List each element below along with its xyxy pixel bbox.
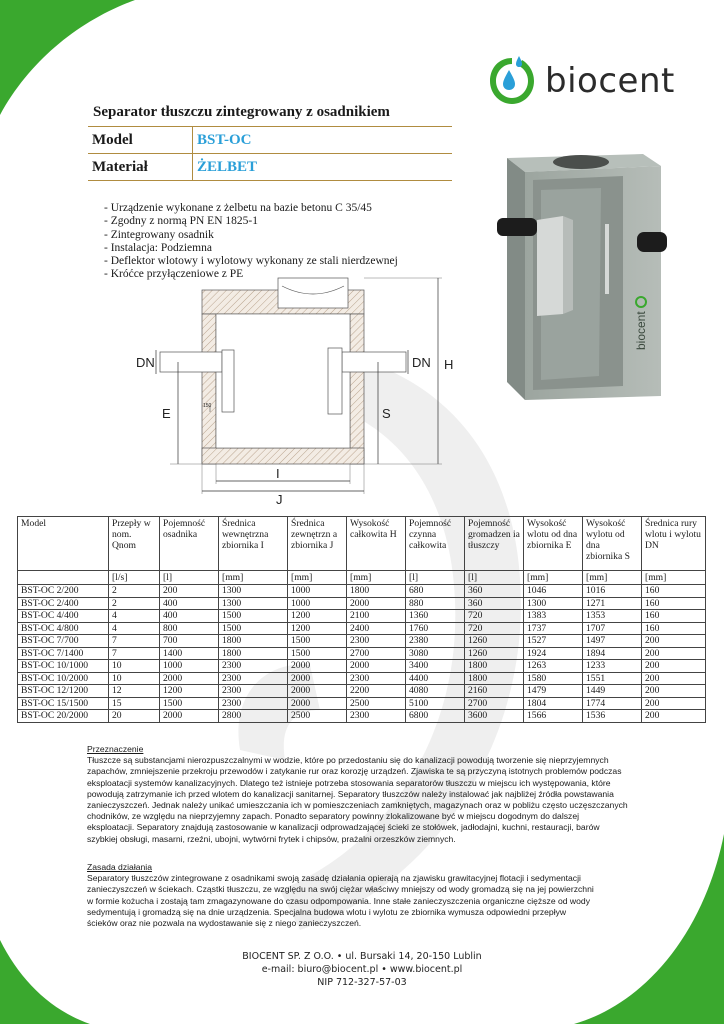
table-cell: 4 [109, 610, 160, 623]
unit-cell: [l/s] [109, 571, 160, 585]
table-cell: 200 [642, 710, 706, 723]
table-cell: 1566 [524, 710, 583, 723]
separator-3d-render [493, 150, 673, 402]
purpose-line: szybkiej obsługi, masarni, rzeźni, ubojni, wytwórni frytek i chipsów, prażalni orzeszków ziemnych. [87, 833, 456, 844]
purpose-line: eksploatacji systemów kanalizacyjnych. Dlatego też istnieje potrzeba stosowania separatorów tłuszczu w miejscu ich występowania, które [87, 777, 611, 788]
table-cell: 4 [109, 622, 160, 635]
table-row [18, 622, 706, 635]
table-cell: 200 [642, 672, 706, 685]
biocent-logo-icon [487, 52, 537, 106]
purpose-line: zanieczyszczeń. Jednak należy unikać umieszczania ich w pomieszczeniach zamkniętych, magazynach oraz w pobliżu często uczęszczanych [87, 800, 628, 811]
spec-value: BST-OC [193, 127, 453, 154]
table-cell: 1800 [219, 647, 288, 660]
table-cell: 400 [160, 597, 219, 610]
col-model: Model [18, 517, 109, 571]
col-total-height: Wysokość całkowita H [347, 517, 406, 571]
green-corner-top-left [0, 0, 140, 120]
table-cell: BST-OC 4/800 [18, 622, 109, 635]
table-cell: 720 [465, 622, 524, 635]
table-cell: 1804 [524, 697, 583, 710]
table-row [18, 597, 706, 610]
unit-cell [18, 571, 109, 585]
table-cell: BST-OC 2/400 [18, 597, 109, 610]
dim-s: S [382, 406, 391, 421]
table-cell: 10 [109, 672, 160, 685]
table-cell: 7 [109, 647, 160, 660]
unit-cell: [mm] [642, 571, 706, 585]
table-cell: 2000 [160, 710, 219, 723]
footer-nip: NIP 712-327-57-03 [317, 977, 407, 988]
table-cell: 680 [406, 585, 465, 598]
table-row [18, 635, 706, 648]
table-cell: 2300 [347, 672, 406, 685]
purpose-line: eksploatacji. Separatory znajdują zastosowanie w kanalizacji odprowadzającej ścieki ze stołówek, jadłodajni, kuchni, restauracji, barów [87, 822, 600, 833]
table-cell: 1500 [219, 610, 288, 623]
unit-cell: [l] [160, 571, 219, 585]
unit-cell: [mm] [219, 571, 288, 585]
table-cell: 1527 [524, 635, 583, 648]
principle-line: ścieków oraz nie pozwala na wydostawanie się z niego zanieczyszczeń. [87, 918, 362, 929]
table-cell: BST-OC 20/2000 [18, 710, 109, 723]
table-row [18, 672, 706, 685]
table-cell: 200 [160, 585, 219, 598]
table-header-row [18, 517, 706, 571]
col-pipe-diameter: Średnica rury wlotu i wylotu DN [642, 517, 706, 571]
dim-dn-right: DN [412, 355, 431, 370]
footer [0, 950, 724, 989]
table-cell: 2300 [219, 660, 288, 673]
table-cell: 800 [160, 622, 219, 635]
unit-cell: [mm] [524, 571, 583, 585]
footer-contact: e-mail: biuro@biocent.pl • www.biocent.pl [261, 964, 463, 975]
brand-name: biocent [545, 61, 675, 101]
table-cell: BST-OC 4/400 [18, 610, 109, 623]
table-cell: 880 [406, 597, 465, 610]
table-cell: 1500 [288, 635, 347, 648]
table-cell: 2300 [219, 685, 288, 698]
table-cell: 2000 [160, 672, 219, 685]
table-cell: 1200 [288, 610, 347, 623]
table-cell: 1300 [219, 585, 288, 598]
table-cell: 7 [109, 635, 160, 648]
table-cell: 1500 [160, 697, 219, 710]
spec-table [88, 126, 452, 181]
dim-e: E [162, 406, 171, 421]
table-cell: BST-OC 2/200 [18, 585, 109, 598]
table-cell: 2000 [347, 660, 406, 673]
feature-item: - Instalacja: Podziemna [104, 241, 212, 254]
table-cell: 1800 [347, 585, 406, 598]
table-row [18, 660, 706, 673]
principle-line: w formie kożucha i zostają tam zmagazynowane do czasu odpompowania. Inne stałe zanieczyszczenia organiczne cięższe od wody [87, 895, 590, 906]
table-cell: 2800 [219, 710, 288, 723]
table-cell: 3080 [406, 647, 465, 660]
purpose-line: Tłuszcze są substancjami nierozpuszczalnymi w wodzie, które po przedostaniu się do kanalizacji powodują tworzenie się nieprzyjemnych [87, 755, 609, 766]
table-row [18, 685, 706, 698]
table-cell: 2700 [347, 647, 406, 660]
spec-value: ŻELBET [193, 154, 453, 181]
col-inner-diameter: Średnica wewnętrzna zbiornika I [219, 517, 288, 571]
table-cell: 200 [642, 647, 706, 660]
table-cell: 2400 [347, 622, 406, 635]
table-cell: 1263 [524, 660, 583, 673]
dim-h: H [444, 357, 454, 372]
table-cell: 1300 [219, 597, 288, 610]
table-cell: 1500 [219, 622, 288, 635]
page-title: Separator tłuszczu zintegrowany z osadnikiem [93, 104, 390, 120]
unit-cell: [mm] [288, 571, 347, 585]
table-cell: BST-OC 7/700 [18, 635, 109, 648]
table-cell: 2300 [219, 672, 288, 685]
unit-cell: [l] [406, 571, 465, 585]
unit-cell: [mm] [347, 571, 406, 585]
unit-cell: [mm] [583, 571, 642, 585]
table-cell: 200 [642, 660, 706, 673]
table-cell: 1271 [583, 597, 642, 610]
col-outer-diameter: Średnica zewnętrzn a zbiornika J [288, 517, 347, 571]
table-cell: BST-OC 7/1400 [18, 647, 109, 660]
table-cell: 1016 [583, 585, 642, 598]
table-cell: 160 [642, 610, 706, 623]
table-cell: 4400 [406, 672, 465, 685]
col-sludge-capacity: Pojemność osadnika [160, 517, 219, 571]
table-cell: 2100 [347, 610, 406, 623]
table-cell: 3600 [465, 710, 524, 723]
table-cell: 1400 [160, 647, 219, 660]
table-cell: 1046 [524, 585, 583, 598]
table-cell: 1200 [288, 622, 347, 635]
table-cell: 12 [109, 685, 160, 698]
table-cell: 2300 [347, 635, 406, 648]
table-cell: 1260 [465, 647, 524, 660]
table-cell: 1800 [465, 672, 524, 685]
table-row [18, 610, 706, 623]
table-cell: 200 [642, 635, 706, 648]
table-cell: 160 [642, 622, 706, 635]
table-cell: 1000 [160, 660, 219, 673]
dim-i: I [276, 466, 280, 481]
spec-label: Model [92, 131, 133, 148]
table-cell: 1536 [583, 710, 642, 723]
table-body [18, 585, 706, 723]
table-cell: 1353 [583, 610, 642, 623]
dim-150: 150 [203, 403, 212, 409]
principle-line: sedymentują i gromadzą się na dnie urządzenia. Specjalna budowa wlotu i wylotu ze zbiornika wymusza odpowiedni przepływ [87, 906, 567, 917]
col-inlet-height: Wysokość wlotu od dna zbiornika E [524, 517, 583, 571]
table-cell: 1551 [583, 672, 642, 685]
table-cell: 1360 [406, 610, 465, 623]
table-cell: 2000 [288, 672, 347, 685]
table-cell: 2000 [288, 697, 347, 710]
table-cell: 1774 [583, 697, 642, 710]
table-cell: 1000 [288, 585, 347, 598]
table-cell: 2000 [347, 597, 406, 610]
footer-address: BIOCENT SP. Z O.O. • ul. Bursaki 14, 20-150 Lublin [242, 951, 482, 962]
table-cell: 15 [109, 697, 160, 710]
feature-list [104, 202, 398, 282]
table-cell: 4080 [406, 685, 465, 698]
col-grease-capacity: Pojemność gromadzen ia tłuszczy [465, 517, 524, 571]
table-cell: 2700 [465, 697, 524, 710]
table-row [18, 710, 706, 723]
model-spec-table [17, 516, 706, 723]
table-cell: 360 [465, 585, 524, 598]
technical-drawing [110, 272, 470, 507]
unit-cell: [l] [465, 571, 524, 585]
table-cell: BST-OC 12/1200 [18, 685, 109, 698]
table-cell: 10 [109, 660, 160, 673]
feature-item: - Deflektor wlotowy i wylotowy wykonany ze stali nierdzewnej [104, 255, 398, 268]
spec-row-model [88, 127, 452, 154]
table-cell: 1383 [524, 610, 583, 623]
table-cell: 20 [109, 710, 160, 723]
table-cell: 400 [160, 610, 219, 623]
table-cell: 160 [642, 585, 706, 598]
table-cell: 2160 [465, 685, 524, 698]
dim-j: J [276, 492, 283, 507]
spec-row-material [88, 154, 452, 181]
table-cell: 700 [160, 635, 219, 648]
table-cell: 1924 [524, 647, 583, 660]
table-cell: 720 [465, 610, 524, 623]
principle-line: Separatory tłuszczów zintegrowane z osadnikami swoją zasadę działania opierają na zjawisku grawitacyjnej flotacji i sedymentacji [87, 873, 581, 884]
purpose-line: powodują zatrzymanie ich przed wlotem do kanalizacji sanitarnej. Separatory tłuszczów należy instalować jak najbliżej źródła powstawania [87, 788, 614, 799]
col-active-capacity: Pojemność czynna całkowita [406, 517, 465, 571]
table-row [18, 585, 706, 598]
table-cell: 1800 [219, 635, 288, 648]
table-cell: 360 [465, 597, 524, 610]
table-cell: 2380 [406, 635, 465, 648]
table-cell: 1580 [524, 672, 583, 685]
table-cell: 2500 [347, 697, 406, 710]
table-row [18, 697, 706, 710]
purpose-section [87, 744, 647, 845]
principle-heading: Zasada działania [87, 862, 152, 872]
table-units-row [18, 571, 706, 585]
table-cell: BST-OC 15/1500 [18, 697, 109, 710]
table-cell: 200 [642, 685, 706, 698]
principle-section [87, 862, 647, 929]
table-cell: 1000 [288, 597, 347, 610]
purpose-line: chodników, ze względu na nieprzyjemny zapach. Ponadto separatory powinny zlokalizowane być w miejscu dogodnym do dalszej [87, 811, 580, 822]
col-outlet-height: Wysokość wylotu od dna zbiornika S [583, 517, 642, 571]
table-cell: 1233 [583, 660, 642, 673]
table-cell: 1260 [465, 635, 524, 648]
feature-item: - Urządzenie wykonane z żelbetu na bazie betonu C 35/45 [104, 202, 372, 214]
table-cell: 1479 [524, 685, 583, 698]
table-cell: 2200 [347, 685, 406, 698]
table-cell: 1894 [583, 647, 642, 660]
table-cell: 1760 [406, 622, 465, 635]
table-row [18, 647, 706, 660]
col-flow: Przepły w nom. Qnom [109, 517, 160, 571]
table-cell: 2300 [347, 710, 406, 723]
principle-line: zanieczyszczeń w ściekach. Cząstki tłuszczu, ze względu na swój ciężar właściwy mniejszy od wody gromadzą się na jej powierzchni [87, 884, 594, 895]
table-cell: 2 [109, 585, 160, 598]
feature-item: - Króćce przyłączeniowe z PE [104, 268, 244, 281]
brand-logo [487, 52, 675, 106]
feature-item: - Zgodny z normą PN EN 1825-1 [104, 215, 258, 228]
spec-label: Materiał [92, 158, 148, 175]
table-cell: 1707 [583, 622, 642, 635]
table-cell: 2300 [219, 697, 288, 710]
table-cell: 2500 [288, 710, 347, 723]
table-cell: 2000 [288, 685, 347, 698]
table-cell: 6800 [406, 710, 465, 723]
table-cell: 1500 [288, 647, 347, 660]
table-cell: 1200 [160, 685, 219, 698]
table-cell: 160 [642, 597, 706, 610]
table-cell: BST-OC 10/1000 [18, 660, 109, 673]
feature-item: - Zintegrowany osadnik [104, 228, 214, 241]
purpose-line: zapachów, zmniejszenie przekroju przewodów i zatykanie rur oraz korozję urządzeń. Zjawiska te są przyczyną istotnych problemów podczas [87, 766, 622, 777]
table-cell: 5100 [406, 697, 465, 710]
table-cell: 2 [109, 597, 160, 610]
render-brand-text: biocent [634, 311, 648, 350]
table-cell: 200 [642, 697, 706, 710]
table-cell: 1800 [465, 660, 524, 673]
table-cell: 1449 [583, 685, 642, 698]
table-cell: 2000 [288, 660, 347, 673]
table-cell: 1497 [583, 635, 642, 648]
table-cell: 3400 [406, 660, 465, 673]
table-cell: 1737 [524, 622, 583, 635]
purpose-heading: Przeznaczenie [87, 744, 144, 754]
table-cell: 1300 [524, 597, 583, 610]
dim-dn-left: DN [136, 355, 155, 370]
table-cell: BST-OC 10/2000 [18, 672, 109, 685]
